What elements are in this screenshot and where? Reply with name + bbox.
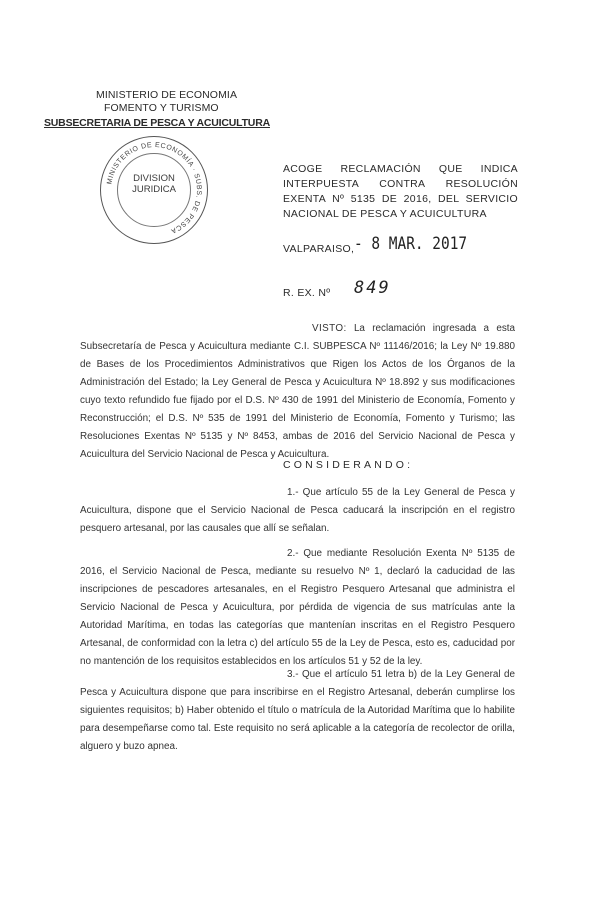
stamp-division: DIVISION	[133, 173, 175, 184]
visto-label: VISTO:	[312, 323, 347, 334]
item-3-text: Que el artículo 51 letra b) de la Ley General de Pesca y Acuicultura dispone que para inscribirse en el Registro Artesanal, deberán cumplirse los siguientes requisitos; b) Haber obtenido el título o matrícula de la Autoridad Marítima que lo habilite para desempeñarse como tal. Este requisito no será aplicable a la categoría de recolector de orilla, alguero y buzo apnea.	[80, 669, 515, 752]
svg-text:MINISTERIO DE ECONOMÍA · SUBS.: MINISTERIO DE ECONOMÍA · SUBS. DE PESCA	[106, 141, 203, 235]
place-label: VALPARAISO,	[283, 243, 355, 255]
rex-number: 849	[354, 278, 391, 298]
official-stamp	[100, 136, 208, 244]
item-3-number: 3.-	[287, 669, 299, 680]
visto-paragraph	[80, 320, 515, 464]
stamp-center-text	[101, 173, 207, 195]
visto-text: La reclamación ingresada a esta Subsecretaría de Pesca y Acuicultura mediante C.I. SUBPESCA Nº 11146/2016; la Ley Nº 19.880 de Bases de los Procedimientos Administrativos que Rigen los Actos de los Órganos de la Administración del Estado; la Ley General de Pesca y Acuicultura Nº 18.892 y sus modificaciones cuyo texto refundido fue fijado por el D.S. Nº 430 de 1991 del Ministerio de Economía, Fomento y Reconstrucción; el D.S. Nº 535 de 1991 del Ministerio de Economía, Fomento y Turismo; las Resoluciones Exentas Nº 5135 y Nº 8453, ambas de 2016 del Servicio Nacional de Pesca y Acuicultura del Servicio Nacional de Pesca y Acuicultura.	[80, 323, 515, 460]
ministry-subtitle: FOMENTO Y TURISMO	[104, 102, 219, 114]
resolution-title: ACOGE RECLAMACIÓN QUE INDICA INTERPUESTA CONTRA RESOLUCIÓN EXENTA Nº 5135 DE 2016, DEL SERVICIO NACIONAL DE PESCA Y ACUICULTURA	[283, 163, 518, 220]
item-2-text: Que mediante Resolución Exenta Nº 5135 de 2016, el Servicio Nacional de Pesca, mediante su resuelvo Nº 1, declaró la caducidad de las inscripciones de pescadores artesanales, en el Registro Pesquero Artesanal que administra el Servicio Nacional de Pesca y Acuicultura, por pérdida de vigencia de sus matrículas ante la Autoridad Marítima, en todas las categorías que mantenían inscritas en el Registro Pesquero Artesanal, de conformidad con la letra c) del artículo 55 de la Ley de Pesca, esto es, caducidad por no mantención de los requisitos establecidos en los artículos 51 y 52 de la ley.	[80, 548, 515, 667]
subsecretaria-name: SUBSECRETARIA DE PESCA Y ACUICULTURA	[44, 117, 270, 129]
considerando-item-1	[80, 484, 515, 538]
ministry-name: MINISTERIO DE ECONOMIA	[96, 89, 238, 101]
considerando-item-3	[80, 666, 515, 756]
stamp-juridica: JURIDICA	[132, 184, 176, 195]
item-1-text: Que artículo 55 de la Ley General de Pesca y Acuicultura, dispone que el Servicio Nacional de Pesca caducará la inscripción en el registro pesquero artesanal, por las causales que allí se señalan.	[80, 487, 515, 534]
handwritten-date: - 8 MAR. 2017	[354, 234, 468, 254]
considerando-heading: CONSIDERANDO:	[283, 459, 414, 471]
item-1-number: 1.-	[287, 487, 299, 498]
considerando-item-2	[80, 545, 515, 671]
rex-label: R. EX. Nº	[283, 287, 331, 299]
item-2-number: 2.-	[287, 548, 299, 559]
